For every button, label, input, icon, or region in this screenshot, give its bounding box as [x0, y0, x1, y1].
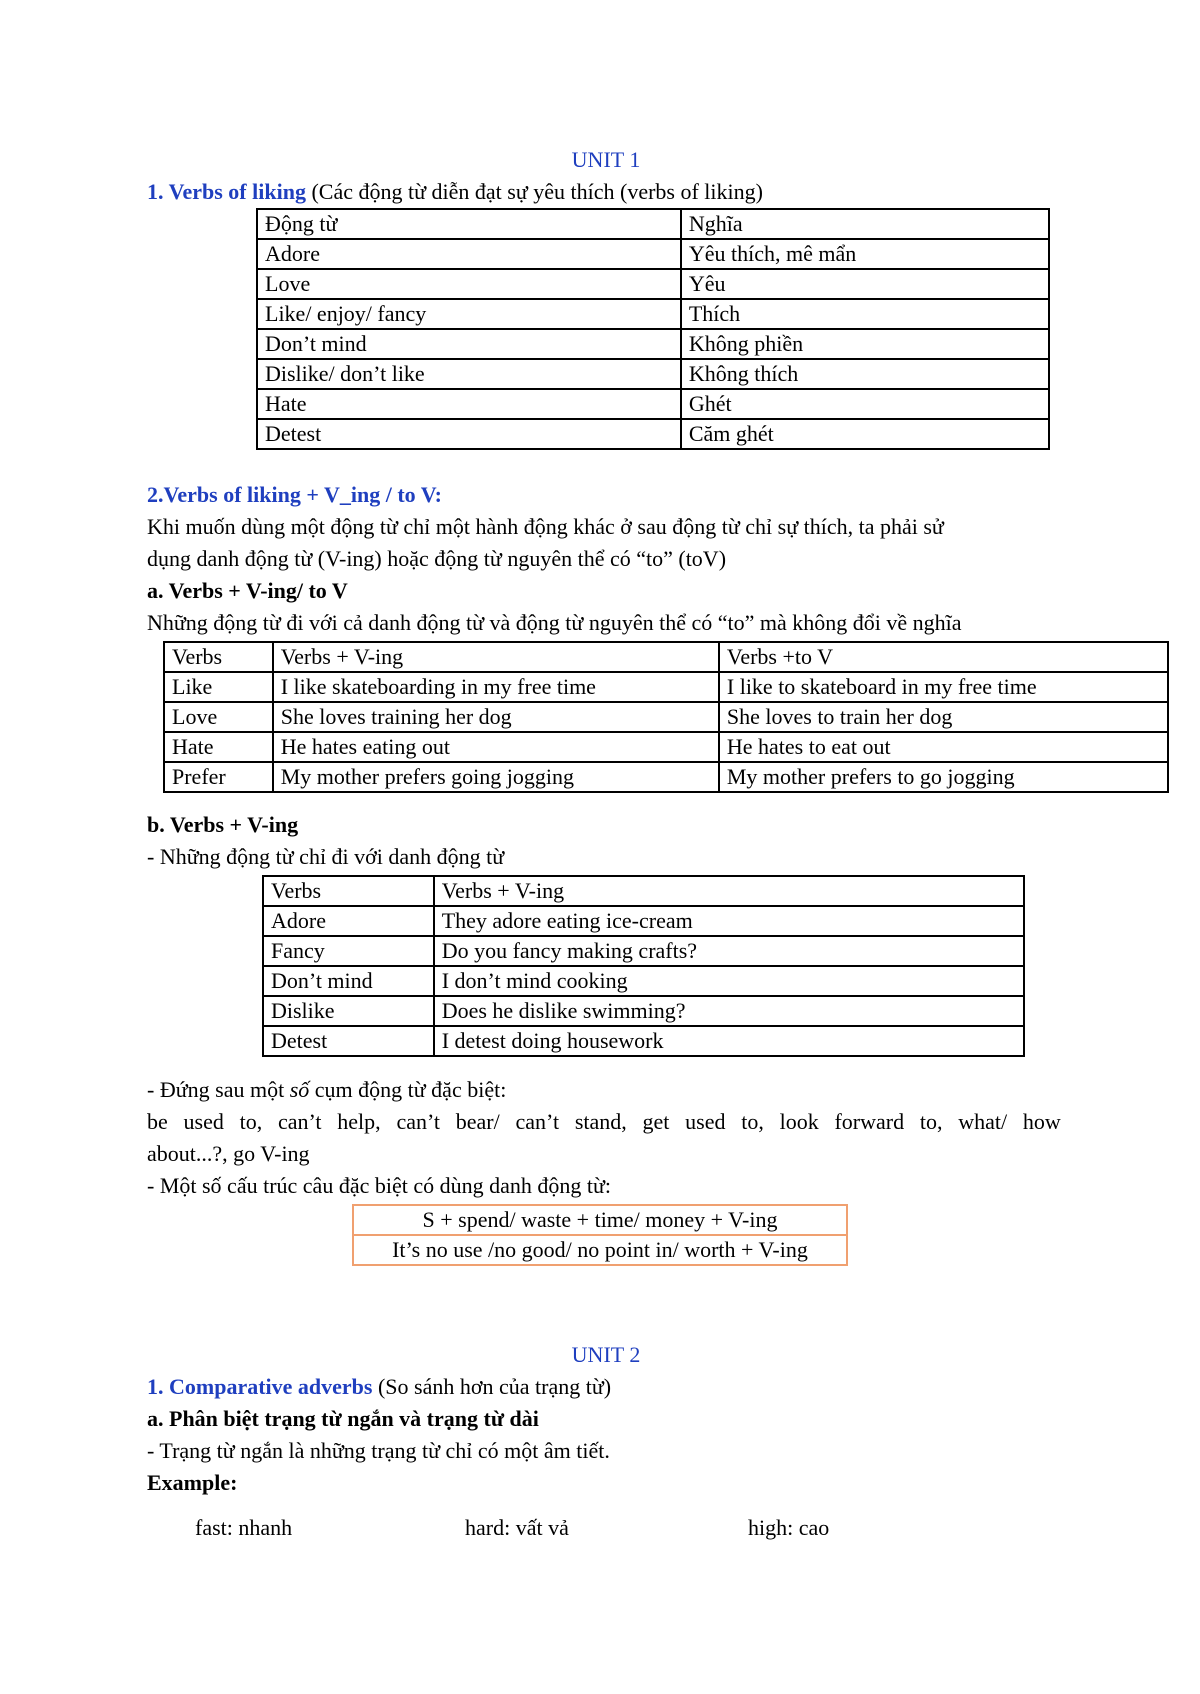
- table-cell: Love: [257, 269, 681, 299]
- special-phrases-intro: [147, 1075, 506, 1105]
- verbs-of-liking-table: [256, 208, 1050, 450]
- section-title: Comparative adverbs: [169, 1374, 373, 1399]
- text-span-italic: số: [289, 1077, 310, 1102]
- verbs-ing-table: [262, 875, 1025, 1057]
- table-cell: Does he dislike swimming?: [434, 996, 1024, 1026]
- subsection-b-description: - Những động từ chỉ đi với danh động từ: [147, 844, 505, 869]
- structure-cell: It’s no use /no good/ no point in/ worth + V-ing: [353, 1235, 847, 1265]
- table-cell: Do you fancy making crafts?: [434, 936, 1024, 966]
- table-header-cell: Nghĩa: [681, 209, 1049, 239]
- table-cell: Yêu: [681, 269, 1049, 299]
- phrase-word: can’t: [396, 1109, 441, 1134]
- table-cell: Không thích: [681, 359, 1049, 389]
- phrase-word: used: [183, 1109, 224, 1134]
- verbs-ing-to-v-table: [163, 641, 1169, 793]
- unit2-title: UNIT 2: [571, 1342, 641, 1367]
- example-label: Example:: [147, 1470, 238, 1495]
- table-cell: He hates to eat out: [719, 732, 1168, 762]
- table-cell: Don’t mind: [257, 329, 681, 359]
- phrase-word: to,: [741, 1109, 764, 1134]
- paragraph-line: Khi muốn dùng một động từ chỉ một hành động khác ở sau động từ chỉ sự thích, ta phải sử: [147, 514, 944, 539]
- table-cell: He hates eating out: [273, 732, 719, 762]
- unit1-section2-heading: 2.Verbs of liking + V_ing / to V:: [147, 482, 442, 507]
- phrase-word: used: [685, 1109, 726, 1134]
- phrase-word: help,: [337, 1109, 381, 1134]
- table-row: [164, 762, 1168, 792]
- section-subtitle: (Các động từ diễn đạt sự yêu thích (verbs of liking): [305, 179, 763, 204]
- phrase-word: can’t: [515, 1109, 560, 1134]
- table-row: [263, 906, 1024, 936]
- phrase-word: bear/: [455, 1109, 500, 1134]
- unit2-section1-heading: [147, 1372, 611, 1402]
- structure-cell: S + spend/ waste + time/ money + V-ing: [353, 1205, 847, 1235]
- table-header-cell: Verbs: [263, 876, 434, 906]
- table-header-cell: Verbs: [164, 642, 273, 672]
- table-cell: Không phiền: [681, 329, 1049, 359]
- phrase-word: to,: [919, 1109, 943, 1134]
- table-cell: She loves training her dog: [273, 702, 719, 732]
- text-span: cụm động từ đặc biệt:: [309, 1077, 507, 1102]
- phrase-word: stand,: [574, 1109, 627, 1134]
- table-row: [257, 299, 1049, 329]
- special-structures-table: [352, 1204, 848, 1266]
- table-row: [257, 329, 1049, 359]
- table-cell: Detest: [263, 1026, 434, 1056]
- text-span: - Đứng sau một: [147, 1077, 290, 1102]
- table-cell: Thích: [681, 299, 1049, 329]
- subsection-b-heading: b. Verbs + V-ing: [147, 812, 299, 837]
- special-phrases-continued: about...?, go V-ing: [147, 1141, 310, 1166]
- table-cell: She loves to train her dog: [719, 702, 1168, 732]
- example-item: high: cao: [748, 1515, 830, 1540]
- table-cell: Adore: [257, 239, 681, 269]
- table-header-row: [257, 209, 1049, 239]
- section-number: 1.: [147, 179, 169, 204]
- phrase-word: what/: [958, 1109, 1008, 1134]
- phrase-word: to,: [239, 1109, 263, 1134]
- table-cell: I detest doing housework: [434, 1026, 1024, 1056]
- table-header-row: [164, 642, 1168, 672]
- subsection-a-description: Những động từ đi với cả danh động từ và động từ nguyên thể có “to” mà không đổi về nghĩa: [147, 610, 962, 635]
- table-row: [164, 732, 1168, 762]
- table-header-cell: Verbs +to V: [719, 642, 1168, 672]
- table-cell: Prefer: [164, 762, 273, 792]
- table-row: [164, 672, 1168, 702]
- phrase-word: can’t: [277, 1109, 322, 1134]
- table-cell: Adore: [263, 906, 434, 936]
- table-row: [353, 1235, 847, 1265]
- section-title: Verbs of liking: [168, 179, 306, 204]
- table-cell: Detest: [257, 419, 681, 449]
- table-cell: Love: [164, 702, 273, 732]
- table-row: [164, 702, 1168, 732]
- subsection-a-heading: a. Verbs + V-ing/ to V: [147, 578, 348, 603]
- example-item: hard: vất vả: [465, 1515, 569, 1540]
- table-row: [263, 936, 1024, 966]
- table-row: [257, 389, 1049, 419]
- section-subtitle: (So sánh hơn của trạng từ): [372, 1374, 612, 1399]
- table-cell: Hate: [164, 732, 273, 762]
- table-cell: Căm ghét: [681, 419, 1049, 449]
- table-cell: I like skateboarding in my free time: [273, 672, 719, 702]
- table-row: [263, 1026, 1024, 1056]
- table-row: [257, 239, 1049, 269]
- table-cell: Dislike/ don’t like: [257, 359, 681, 389]
- table-cell: Like/ enjoy/ fancy: [257, 299, 681, 329]
- table-cell: My mother prefers going jogging: [273, 762, 719, 792]
- table-header-row: [263, 876, 1024, 906]
- phrase-word: how: [1022, 1109, 1061, 1134]
- table-cell: I don’t mind cooking: [434, 966, 1024, 996]
- table-header-cell: Verbs + V-ing: [434, 876, 1024, 906]
- table-row: [353, 1205, 847, 1235]
- phrase-word: look: [779, 1109, 819, 1134]
- table-row: [263, 966, 1024, 996]
- table-cell: Dislike: [263, 996, 434, 1026]
- special-structures-intro: - Một số cấu trúc câu đặc biệt có dùng danh động từ:: [147, 1173, 612, 1198]
- special-phrases-list: [147, 1107, 1061, 1137]
- table-cell: My mother prefers to go jogging: [719, 762, 1168, 792]
- unit1-title: UNIT 1: [571, 147, 641, 172]
- table-row: [257, 359, 1049, 389]
- table-cell: I like to skateboard in my free time: [719, 672, 1168, 702]
- unit1-section1-heading: [147, 177, 763, 207]
- table-header-cell: Verbs + V-ing: [273, 642, 719, 672]
- phrase-word: get: [642, 1109, 670, 1134]
- table-row: [263, 996, 1024, 1026]
- table-cell: Like: [164, 672, 273, 702]
- table-row: [257, 419, 1049, 449]
- table-row: [257, 269, 1049, 299]
- example-item: fast: nhanh: [195, 1515, 293, 1540]
- unit2-subsection-a-heading: a. Phân biệt trạng từ ngắn và trạng từ dài: [147, 1406, 539, 1431]
- table-cell: Don’t mind: [263, 966, 434, 996]
- table-cell: Hate: [257, 389, 681, 419]
- paragraph-line: dụng danh động từ (V-ing) hoặc động từ nguyên thể có “to” (toV): [147, 546, 727, 571]
- unit2-description: - Trạng từ ngắn là những trạng từ chỉ có một âm tiết.: [147, 1438, 610, 1463]
- table-cell: Ghét: [681, 389, 1049, 419]
- section-number: 1.: [147, 1374, 169, 1399]
- table-header-cell: Động từ: [257, 209, 681, 239]
- table-cell: They adore eating ice-cream: [434, 906, 1024, 936]
- table-cell: Yêu thích, mê mẩn: [681, 239, 1049, 269]
- phrase-word: be: [147, 1109, 168, 1134]
- phrase-word: forward: [834, 1109, 905, 1134]
- table-cell: Fancy: [263, 936, 434, 966]
